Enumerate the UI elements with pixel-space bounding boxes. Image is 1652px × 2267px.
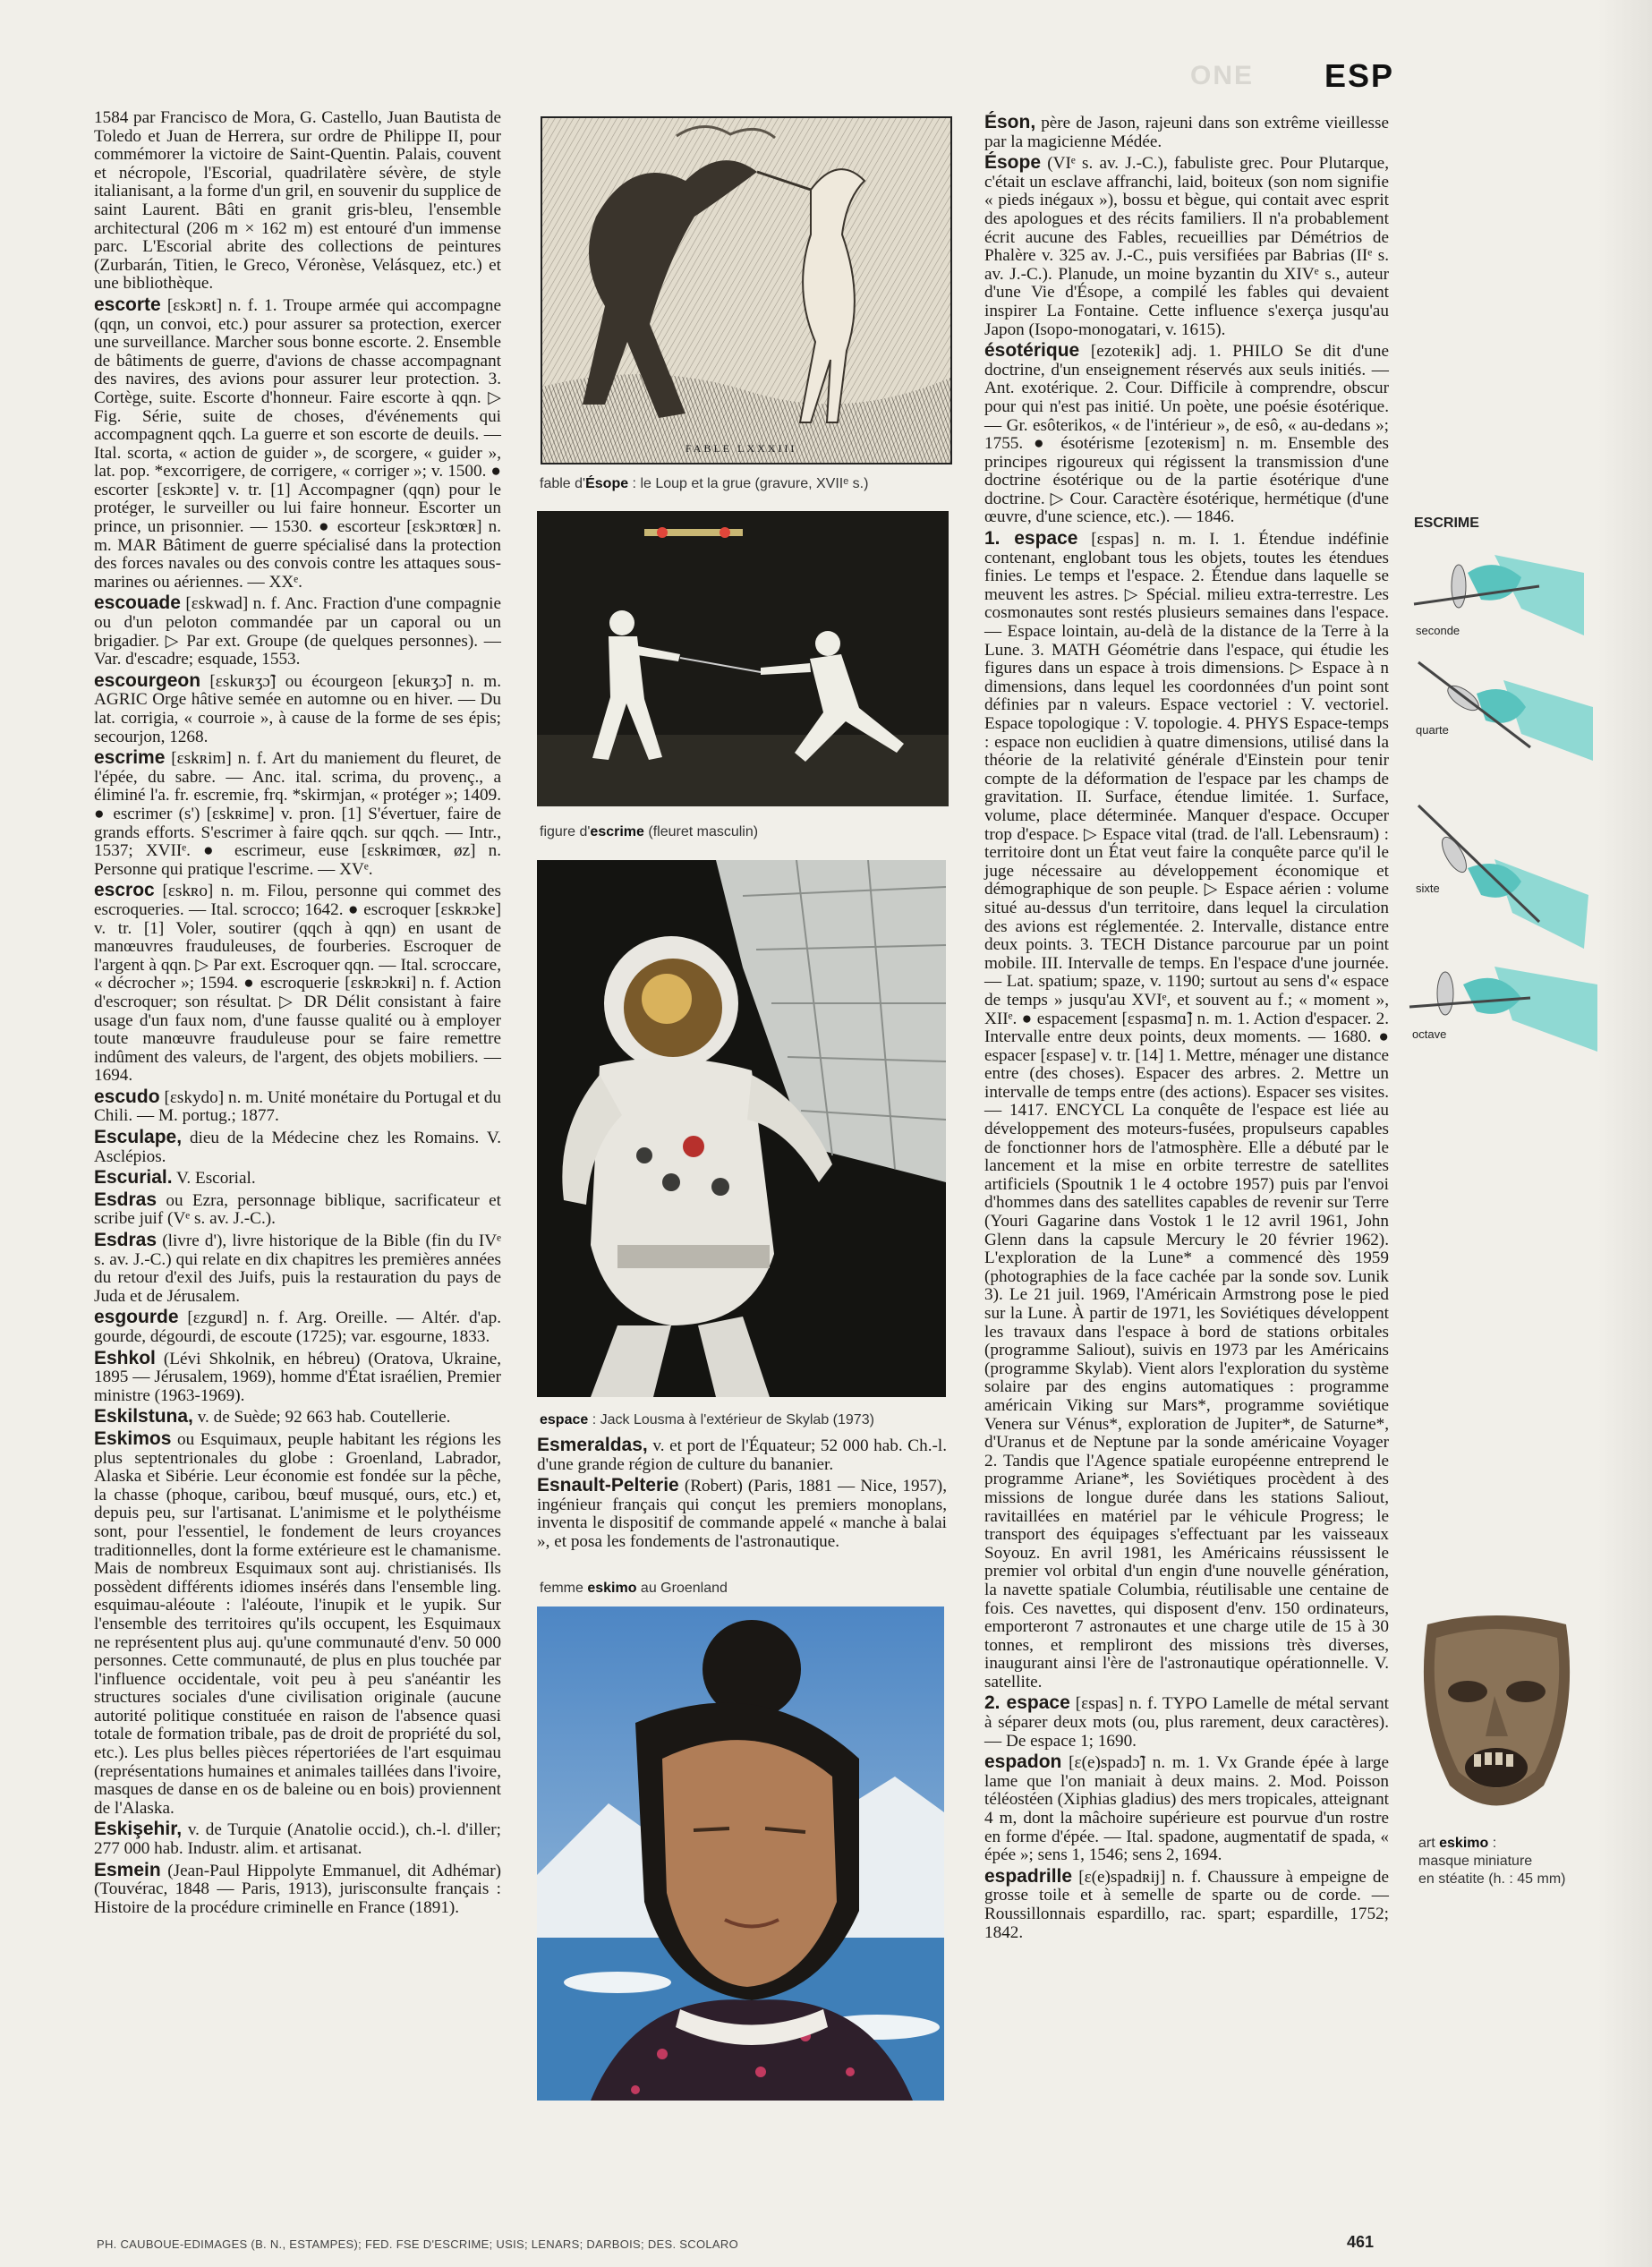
caption-fencing: figure d'escrime (fleuret masculin) xyxy=(540,824,759,839)
entry-headword: Esmein xyxy=(94,1859,161,1880)
dictionary-entry xyxy=(94,1820,501,1858)
escrime-panel-title: ESCRIME xyxy=(1414,516,1479,531)
entry-definition: (VIᵉ s. av. J.-C.), fabuliste grec. Pour Plutarque, c'était un esclave affranchi, laid, boiteux (son nom signifie « pieds inégaux »), bossu et bègue, qui contait avec esprit des apologues et des récits familiers. Il n'a probablement écrit aucune des Fables, recueillies par Démétrios de Phalère v. 325 av. J.-C., puis versifiées par Babrias (IIᵉ s. av. J.-C.). Planude, un moine byzantin du XIVᵉ s., auteur d'une Vie d'Ésope, a compilé les fables qui devaient inspirer La Fontaine. Cette influence s'exerça jusqu'au Japon (Isopo-monogatari, v. 1615). xyxy=(984,154,1389,339)
entry-definition: (livre d'), livre historique de la Bible (fin du IVᵉ s. av. J.-C.) qui relate en dix chapitres les premières années du retour d'exil des Juifs, puis la restauration du pays de Juda et de Jérusalem. xyxy=(94,1232,501,1306)
dictionary-entry xyxy=(94,669,501,746)
entry-headword: 2. espace xyxy=(984,1692,1070,1714)
entry-definition: [ɛskuʀʒɔ̃] ou écourgeon [ekuʀʒɔ̃] n. m. AGRIC Orge hâtive semée en automne ou en hiver. — Du lat. corrigia, « courroie », à cause de la forme de ses épis; secourjon, 1268. xyxy=(94,671,501,746)
dictionary-entry xyxy=(984,342,1389,527)
entry-headword: Escurial. xyxy=(94,1167,173,1189)
dictionary-entry xyxy=(984,1753,1389,1865)
entry-definition: v. de Turquie (Anatolie occid.), ch.-l. d'iller; 277 000 hab. Industr. alim. et artisanat. xyxy=(94,1820,501,1859)
entry-headword: Eskişehir, xyxy=(94,1819,183,1840)
entry-definition: v. et port de l'Équateur; 52 000 hab. Ch.-l. d'une grande région de culture du bananier. xyxy=(537,1436,948,1474)
dictionary-entry xyxy=(94,1347,502,1406)
entry-definition: [ɛ(e)spadʀij] n. f. Chaussure à empeigne de grosse toile et à semelle de sparte ou de corde. — Roussillonnais espardillo, rac. spart; espardille, 1752; 1842. xyxy=(984,1867,1389,1942)
page-edge xyxy=(1598,0,1652,2267)
dictionary-entry xyxy=(984,530,1389,1692)
entry-definition: (Robert) (Paris, 1881 — Nice, 1957), ingénieur français qui conçut les premiers monoplans, inventa le dispositif de commande appelé « manche à balai », et posa les fondements de l'astronautique. xyxy=(537,1477,947,1551)
caption-eskimo: femme eskimo au Groenland xyxy=(540,1581,728,1596)
entry-headword: esgourde xyxy=(94,1307,179,1328)
entry-definition: [ɛskɔʀt] n. f. 1. Troupe armée qui accompagne (qqn, un convoi, etc.) pour assurer sa protection, exercer une surveillance. Marcher sous bonne escorte. 2. Ensemble de bâtiments de guerre, d'avions de chasse accompagnant des navires, des avions pour assurer leur protection. 3. Cortège, suite. Escorte d'honneur. Faire escorte à qqn. ▷ Fig. Série, suite de choses, d'événements qui accompagnent qqch. La guerre et son escorte de deuils. — Ital. scorta, « action de guider », de scorgere, « guider », lat. pop. *excorrigere, de corrigere, « corriger »; v. 1500. ● escorter [ɛskɔʀte] v. tr. [1] Accompagner (qqn) pour le protéger, le surveiller ou lui faire honneur. Escorter un prince, un prisonnier. — 1530. ● escorteur [ɛskɔʀtœʀ] n. m. MAR Bâtiment de guerre spécialisé dans la protection des forces navales ou des convois contre les attaques sous-marines ou aériennes. — XXᵉ. xyxy=(94,295,501,592)
dictionary-entry xyxy=(94,1408,501,1428)
astronaut-photo xyxy=(537,860,946,1397)
fable-engraving xyxy=(541,116,952,464)
entry-headword: escorte xyxy=(94,294,161,315)
caption-mask: art eskimo : masque miniature en stéatite (h. : 45 mm) xyxy=(1418,1836,1566,1887)
dictionary-entry xyxy=(94,1308,501,1346)
entry-headword: 1. espace xyxy=(984,528,1078,550)
dictionary-entry xyxy=(94,749,501,879)
entry-definition: dieu de la Médecine chez les Romains. V. Asclépios. xyxy=(94,1129,501,1166)
guard-quarte-drawing xyxy=(1418,662,1593,761)
caption-space: espace : Jack Lousma à l'extérieur de Skylab (1973) xyxy=(540,1412,874,1428)
running-head: ESP xyxy=(1324,57,1395,94)
dictionary-entry xyxy=(94,109,501,294)
entry-headword: espadrille xyxy=(984,1865,1073,1887)
dictionary-entry xyxy=(94,882,501,1086)
dictionary-entry xyxy=(537,1477,947,1551)
entry-headword: Esculape, xyxy=(94,1127,183,1148)
middle-column xyxy=(537,1436,947,1555)
entry-definition: 1584 par Francisco de Mora, G. Castello, Juan Bautista de Toledo et Juan de Herrera, sur ordre de Philippe II, pour commémorer la victoire de Saint-Quentin. Palais, couvent et nécropole, l'Escorial, quadrilatère sévère, de style italianisant, a la forme d'un gril, en souvenir du supplice de saint Laurent. Bâti en granit gris-bleu, l'ensemble architectural (206 m × 162 m) est entouré d'un immense parc. L'Escorial abrite des collections de peintures (Zurbarán, Titien, le Greco, Véronèse, Velásquez, etc.) et une bibliothèque. xyxy=(94,108,501,294)
entry-headword: espadon xyxy=(984,1751,1062,1773)
entry-headword: escouade xyxy=(94,592,181,614)
caption-fable: fable d'Ésope : le Loup et la grue (gravure, XVIIᵉ s.) xyxy=(540,476,869,491)
entry-definition: [ɛskwad] n. f. Anc. Fraction d'une compagnie ou d'un peloton commandée par un caporal ou un brigadier. ▷ Par ext. Groupe (de quelques personnes). — Var. d'escadre; esquade, 1553. xyxy=(94,594,502,669)
entry-definition: ou Esquimaux, peuple habitant les régions les plus septentrionales du globe : Groenland, Labrador, Alaska et Sibérie. Leur économie est fondée sur la pêche, la chasse (phoque, caribou, bœuf musqué, ours, etc.) et, depuis peu, sur l'artisanat. L'animisme et le polythéisme sont, pour l'essentiel, le fondement de leurs croyances traditionnelles, dont la forme extérieure est le chamanisme. Mais de nombreux Esquimaux sont auj. christianisés. Ils possèdent différents idiomes insérés dans l'ensemble ling. esquimau-aléoute : l'aléoute, l'inupik et le yupik. Sur l'ensemble des territoires qu'ils occupent, les Esquimaux ne représentent plus auj. qu'une communauté d'env. 50 000 personnes. Cette communauté, de plus en plus touchée par l'influence occidentale, voit peu à peu s'anéantir les structures sociales d'une civilisation originale (aucune autorité politique constituée en raison de l'absence quasi totale de formation tribale, pas de droit de propriété du sol, etc.). Les plus belles pièces répertoriées de l'art esquimau (représentations humaines et animales taillées dans l'ivoire, masques de danse en os de baleine ou en bois) proviennent de l'Alaska. xyxy=(94,1429,501,1818)
entry-definition: [ɛskʀo] n. m. Filou, personne qui commet des escroqueries. — Ital. scrocco; 1642. ● escroquer [ɛskʀɔke] v. tr. [1] Voler, soutirer (qqch à qqn) en usant de manœuvres frauduleuses, de fourberies. Escroquer de l'argent à qqn. ▷ Par ext. Escroquer qqn. — Ital. scroccare, « décrocher »; 1594. ● escroquerie [ɛskʀɔkʀi] n. f. Action d'escroquer; son résultat. ▷ DR Délit consistant à faire usage d'un faux nom, d'une fausse qualité ou à employer toute manœuvre frauduleuse pour se faire remettre indûment des valeurs, de l'argent, des objets mobiliers. — 1694. xyxy=(94,882,501,1086)
entry-definition: (Lévi Shkolnik, en hébreu) (Oratova, Ukraine, 1895 — Jérusalem, 1969), homme d'État israélien, Premier ministre (1963-1969). xyxy=(94,1349,502,1405)
entry-definition: [ɛspas] n. m. I. 1. Étendue indéfinie contenant, englobant tous les objets, toutes les étendues finies. Le temps et l'espace. 2. Étendue dans laquelle se meuvent les astres. ▷ Spécial. milieu extra-terrestre. Les cosmonautes sont restés plusieurs semaines dans l'espace. — Espace lointain, au-delà de la distance de la Terre à la Lune. 3. MATH Géométrie dans l'espace, qui étudie les figures dans un espace à trois dimensions. ▷ Espace à n dimensions, dans lequel les coordonnées d'un point sont définies par n valeurs. Espace vectoriel : V. vectoriel. Espace topologique : V. topologie. 4. PHYS Espace-temps : espace non euclidien à quatre dimensions, utilisé dans la théorie de la relativité générale d'Einstein pour tenir compte de la déformation de l'espace par les champs de gravitation. II. Surface, étendue limitée. 1. Surface, volume, place déterminée. Manquer d'espace. Occuper trop d'espace. ▷ Espace vital (trad. de l'all. Lebensraum) : territoire dont un État veut faire la conquête parce qu'il le juge nécessaire au développement économique et démographique de son peuple. ▷ Espace aérien : volume situé au-dessus d'un territoire, dans lequel la circulation des avions est réglementée. 2. Intervalle, distance entre deux points. 3. TECH Distance parcourue par un point mobile. III. Intervalle de temps. En l'espace d'une journée. — Lat. spatium; spaze, v. 1190; surtout au sens d'« espace de temps » jusqu'au XVIᵉ, et souvent au f.; « moment », XIIᵉ. ● espacement [ɛspasmɑ̃] n. m. 1. Action d'espacer. 2. Intervalle entre deux points, deux moments. — 1680. ● espacer [ɛspase] v. tr. [14] 1. Mettre, ménager une distance entre (des choses). Espacer des arbres. 2. Mettre un intervalle de temps entre (des actions). Espacer ses visites. — 1417. ENCYCL La conquête de l'espace est liée au développement des moteurs-fusées, propulseurs capables de fonctionner hors de l'atmosphère. Elle a débuté par le lancement et la mise en orbite terrestre de satellites artificiels (Spoutnik 1 le 4 octobre 1957) puis par l'envoi d'hommes dans des satellites capables de revenir sur Terre (Youri Gagarine dans Vostok 1 le 12 avril 1961, John Glenn dans la capsule Mercury le 20 février 1962). L'exploration de la Lune* a commencé dès 1959 (photographies de la face cachée par la sonde sov. Lunik 3). Le 21 juil. 1969, l'Américain Armstrong pose le pied sur la Lune. À partir de 1971, les Soviétiques développent les travaux dans l'espace à bord de stations orbitales (programme Saliout), suivis en 1973 par les Américains (programme Skylab). Vient alors l'exploration du système solaire par des engins automatiques : programme américain Viking sur Mars*, programme soviétique Venera sur Vénus*, exploration de Jupiter*, de Saturne*, d'Uranus et de Neptune par la sonde américaine Voyager 2. Tandis que l'Agence spatiale européenne entreprend le programme Ariane*, les Soviétiques procèdent à des missions de longue durée dans les stations Saliout, ravitaillées en matériel par le véhicule Progress; le transport des équipages s'effectuant par les vaisseaux Soyouz. En avril 1981, les Américains réussissent le premier vol orbital d'un engin d'une nouvelle génération, la navette spatiale Columbia, réutilisable une centaine de fois. Ces navettes, qui disposent d'env. 150 ordinateurs, emporteront 7 astronautes et une charge utile de 15 à 30 tonnes, et rempliront des missions très diverses, inaugurant ainsi l'ère de l'astronautique opérationnelle. V. satellite. xyxy=(984,530,1390,1692)
fencing-photo xyxy=(537,511,949,806)
dictionary-entry xyxy=(984,1865,1389,1942)
dictionary-entry xyxy=(94,1191,501,1229)
guard-sixte-drawing xyxy=(1418,805,1588,949)
entry-headword: Esmeraldas, xyxy=(537,1435,648,1455)
entry-definition: v. de Suède; 92 663 hab. Coutellerie. xyxy=(197,1408,451,1428)
photo-credits: PH. CAUBOUE-EDIMAGES (B. N., ESTAMPES); FED. FSE D'ESCRIME; USIS; LENARS; DARBOIS; DES. SCOLARO xyxy=(97,2237,738,2251)
entry-headword: Esdras xyxy=(94,1189,158,1210)
entry-definition: [ɛspas] n. f. TYPO Lamelle de métal servant à séparer deux mots (ou, plus rarement, deux caractères). — De espace 1; 1690. xyxy=(984,1694,1389,1751)
fable-plate-label: FABLE LXXXIII xyxy=(685,442,797,455)
entry-definition: [ezoteʀik] adj. 1. PHILO Se dit d'une doctrine, d'un enseignement réservés aux seuls initiés. — Ant. exotérique. 2. Cour. Difficile à comprendre, obscur pour qui n'est pas initié. Un poète, une poésie ésotérique. — Gr. esôterikos, « de l'intérieur », de esô, « au-dedans »; 1755. ● ésotérisme [ezoteʀism] n. m. Ensemble des principes rigoureux qui régissent la transmission d'une doctrine ésotérique ou de la partie ésotérique d'une doctrine. ▷ Cour. Caractère ésotérique, hermétique (d'une œuvre, d'une science, etc.). — 1846. xyxy=(984,342,1390,527)
entry-headword: Esnault-Pelterie xyxy=(537,1475,679,1496)
dictionary-entry xyxy=(537,1436,947,1474)
entry-definition: [ɛzguʀd] n. f. Arg. Oreille. — Altér. d'ap. gourde, dégourdi, de escoute (1725); var. esgourne, 1833. xyxy=(94,1308,501,1346)
entry-definition: [ɛskʀim] n. f. Art du maniement du fleuret, de l'épée, du sabre. — Anc. ital. scrima, du provenç., a éliminé l'a. fr. escremie, frq. *skirmjan, « protéger »; 1409. ● escrimer (s') [ɛskʀime] v. pron. [1] S'évertuer, faire de grands efforts. S'escrimer à faire qqch. sur qqch. — Intr., 1537; XVIIᵉ. ● escrimeur, euse [ɛskʀimœʀ, øz] n. Personne qui pratique l'escrime. — XVᵉ. xyxy=(94,749,501,879)
dictionary-entry xyxy=(94,1859,502,1918)
entry-headword: Éson, xyxy=(984,112,1036,132)
dictionary-entry xyxy=(94,1088,501,1126)
entry-headword: escrime xyxy=(94,747,166,769)
left-column xyxy=(94,109,501,1920)
dictionary-entry xyxy=(984,154,1389,339)
dictionary-entry xyxy=(94,1169,501,1189)
entry-headword: escourgeon xyxy=(94,669,201,691)
eskimo-mask-photo xyxy=(1409,1607,1584,1821)
fencing-guards-illustration xyxy=(1405,537,1602,1083)
entry-definition: ou Ezra, personnage biblique, sacrificateur et scribe juif (Vᵉ s. av. J.-C.). xyxy=(94,1190,501,1229)
entry-headword: ésotérique xyxy=(984,340,1080,362)
guard-label-quarte: quarte xyxy=(1416,723,1449,737)
entry-headword: Eshkol xyxy=(94,1347,156,1368)
entry-headword: escudo xyxy=(94,1086,160,1107)
dictionary-entry xyxy=(94,594,501,669)
guard-label-seconde: seconde xyxy=(1416,624,1460,637)
dictionary-entry xyxy=(94,296,501,592)
page-number: 461 xyxy=(1347,2233,1375,2251)
entry-headword: Ésope xyxy=(984,152,1042,174)
entry-headword: Eskimos xyxy=(94,1428,172,1449)
guard-label-octave: octave xyxy=(1412,1027,1447,1041)
entry-headword: escroc xyxy=(94,880,155,901)
eskimo-woman-photo xyxy=(537,1607,944,2101)
entry-headword: Esdras xyxy=(94,1230,158,1251)
entry-definition: [ɛskydo] n. m. Unité monétaire du Portugal et du Chili. — M. portug.; 1877. xyxy=(94,1087,502,1126)
dictionary-entry xyxy=(94,1129,501,1166)
entry-headword: Eskilstuna, xyxy=(94,1406,193,1428)
right-column xyxy=(984,114,1389,1945)
guard-label-sixte: sixte xyxy=(1416,882,1440,895)
entry-definition: (Jean-Paul Hippolyte Emmanuel, dit Adhémar) (Touvérac, 1848 — Paris, 1913), jurisconsulte français : Histoire de la procédure criminelle en France (1891). xyxy=(94,1861,502,1917)
entry-definition: V. Escorial. xyxy=(176,1169,256,1189)
dictionary-entry xyxy=(984,1694,1389,1751)
entry-definition: père de Jason, rajeuni dans son extrême vieillesse par la magicienne Médée. xyxy=(984,114,1389,151)
dictionary-entry xyxy=(94,1232,501,1306)
dictionary-entry xyxy=(94,1430,501,1818)
running-head-ghost: ONE xyxy=(1190,61,1255,90)
entry-definition: [ɛ(e)spadɔ̃] n. m. 1. Vx Grande épée à large lame que l'on maniait à deux mains. 2. Mod. Poisson téléostéen (Xiphias gladius) des mers tropicales, atteignant 4 m, dont la mâchoire supérieure est pourvue d'un rostre en forme d'épée. — Ital. spadone, augmentatif de spada, « épée »; sens 1, 1546; sens 2, 1694. xyxy=(984,1753,1389,1865)
dictionary-entry xyxy=(984,114,1389,151)
